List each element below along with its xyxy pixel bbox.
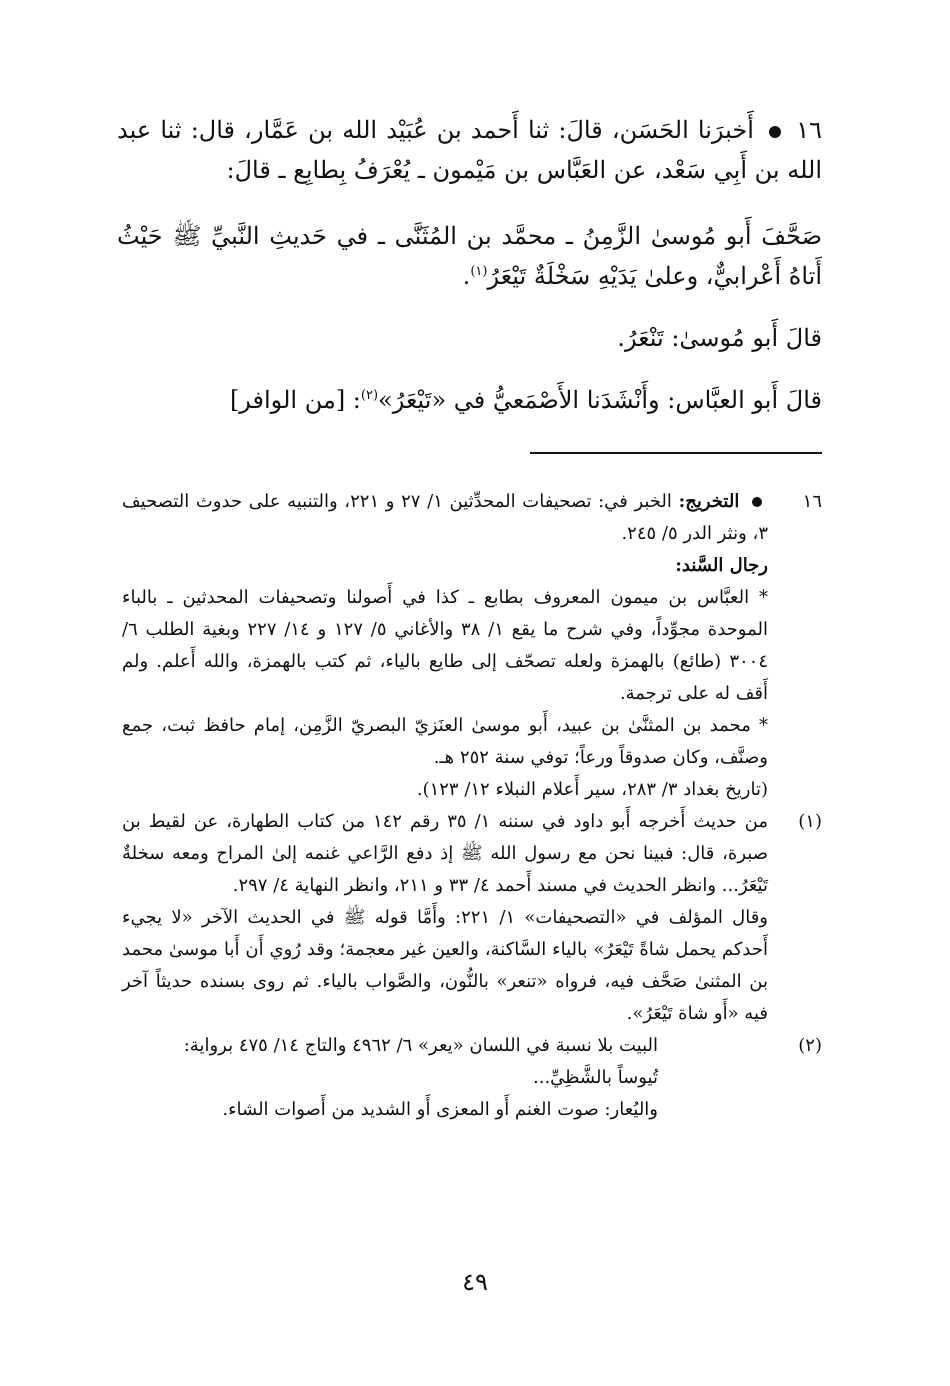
tarikh-reference: (تاريخ بغداد ٣/ ٢٨٣، سير أَعلام النبلاء ١٢/ ١٢٣). [416,779,768,800]
rijal-label: رجال السَّند: [675,555,768,576]
abu-abbas-line [117,380,822,420]
abu-musa-line [117,318,822,358]
footnote-16 [122,486,822,806]
footnote-ref-2[interactable]: (٢) [360,388,379,403]
abu-musa-text: قالَ أَبو مُوسىٰ: تَنْعَرُ. [617,324,822,352]
meter-label: : [من الوافر] [229,386,361,414]
footnote-number: ١٦ [802,491,822,512]
takhrij [122,486,768,550]
hadith-text: صَحَّفَ أَبو مُوسىٰ الزَّمِنُ ـ محمَّد بن المُثَنَّى ـ في حَديثِ النَّبيِّ ﷺ حَيْثُ أَتاهُ أَعْرابيٌّ، وعلىٰ يَدَيْهِ سَخْلَةٌ تَيْعَرُ [117,222,822,290]
bullet-icon [769,126,781,138]
footnote-2-line-3: واليُعار: صوت الغنم أَو المعزى أَو الشديد من أَصوات الشاء. [222,1099,658,1120]
punctuation: . [462,262,471,290]
paragraph-number: ١٦ [796,116,822,144]
takhrij-label: التخريج: [678,491,740,512]
abu-abbas-text: قالَ أَبو العبَّاس: وأَنْشَدَنا الأَصْمَعيُّ في «تَيْعَرُ» [378,386,822,414]
paragraph-16 [117,110,822,190]
footnote-2-verse: تُيوساً بالشَّظِيِّ... [533,1067,658,1088]
main-text [117,110,822,442]
footnote-divider [530,452,822,454]
footnote-1-text: من حديث أَخرجه أَبو داود في سننه ١/ ٣٥ رقم ١٤٢ من كتاب الطهارة، عن لقيط بن صبرة، قال: فبينا نحن مع رسول الله ﷺ إذ دفع الرَّاعي غنمه إلىٰ المراح ومعه سخلةٌ تَيْعَرُ... وانظر الحديث في مسند أَحمد ٤/ ٣٣ و ٢١١، وانظر النهاية ٤/ ٢٩٧. [122,811,768,896]
footnote-number: (٢) [798,1035,822,1056]
page-number: ٤٩ [462,1268,488,1296]
footnote-1 [122,806,822,1030]
footnote-number: (١) [798,811,822,832]
footnote-ref-1[interactable]: (١) [470,264,488,279]
hadith-paragraph [117,216,822,296]
paragraph-text: أَخبرَنا الحَسَن، قالَ: ثنا أَحمد بن عُبَيْد الله بن عَمَّار، قال: ثنا عبد الله بن أَبِي سَعْد، عن العَبَّاس بن مَيْمون ـ يُعْرَفُ بِطابِع ـ قالَ: [117,116,822,184]
abbas-entry: * العبَّاس بن ميمون المعروف بطابع ـ كذا في أَصولنا وتصحيفات المحدثين ـ بالباء الموحدة مجوِّداً، وفي شرح ما يقع ١/ ٣٨ والأغاني ٥/ ١٢٧ و ١٤/ ٢٢٧ وبغية الطلب ٦/ ٣٠٠٤ (طائع) بالهمزة ولعله تصحّف إلى طايع بالياء، ثم كتب بالهمزة، والله أَعلم. ولم أَقف له على ترجمة. [122,587,768,704]
muhammad-entry: * محمد بن المثنَّىٰ بن عبيد، أَبو موسىٰ العنَزيّ البصريّ الزَّمِن، إمام حافظ ثبت، جمع وصنَّف، وكان صدوقاً ورعاً؛ توفي سنة ٢٥٢ هـ. [122,715,768,768]
takhrij-text: الخبر في: تصحيفات المحدِّثين ١/ ٢٧ و ٢٢١، والتنبيه على حدوث التصحيف ٣، ونثر الدر ٥/ ٢٤٥. [122,491,768,544]
footnote-1-continuation: وقال المؤلف في «التصحيفات» ١/ ٢٢١: وأَمَّا قوله ﷺ في الحديث الآخر «لا يجيء أَحدكم يحمل شاةً تَيْعَرُ» بالياء السَّاكنة، والعين غير معجمة؛ وقد رُوي أَن أَبا موسىٰ محمد بن المثنىٰ صَحَّف فيه، فرواه «تنعر» بالنُّون، والصَّواب بالياء. ثم روى بسنده حديثاً آخر فيه «أَو شاة تَيْعَرُ». [122,907,768,1024]
footnote-2 [122,1030,822,1126]
footnotes [122,486,822,1126]
footnote-2-line-1: البيت بلا نسبة في اللسان «يعر» ٦/ ٤٩٦٢ والتاج ١٤/ ٤٧٥ برواية: [183,1035,658,1056]
bullet-icon [752,497,762,507]
